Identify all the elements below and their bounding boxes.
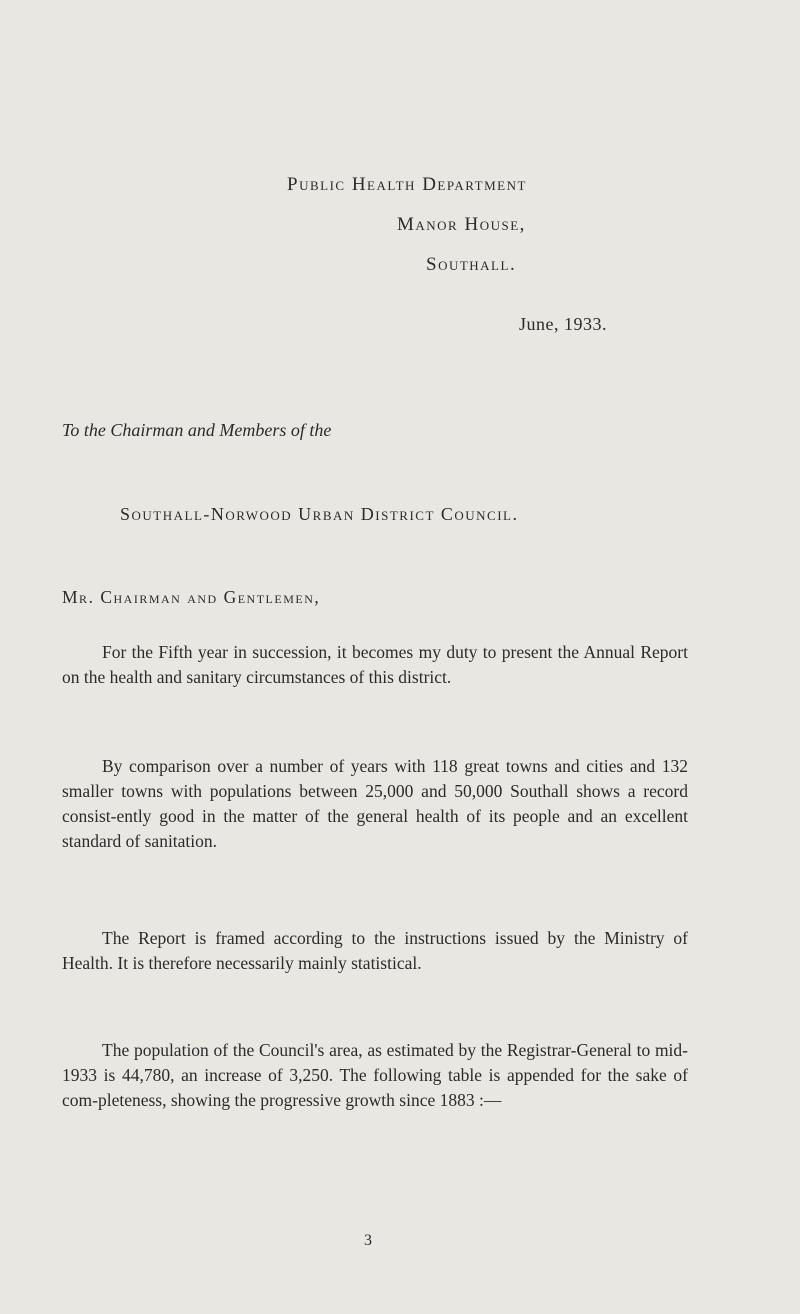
paragraph-comparison: By comparison over a number of years with 118 great towns and cities and 132 smaller towns with populations between 25,000 and 50,000 Southall shows a record consist-ently good in the matter of the general health of its people and an excellent standard of sanitation. [62, 756, 688, 851]
page-number: 3 [364, 1232, 372, 1249]
paragraph-intro: For the Fifth year in succession, it becomes my duty to present the Annual Report on the health and sanitary circumstances of this district. [62, 642, 688, 687]
letterhead-department: Public Health Department [287, 174, 527, 195]
letterhead-building: Manor House, [397, 214, 526, 235]
letterhead-town: Southall. [426, 254, 517, 275]
council-name: Southall-Norwood Urban District Council. [120, 504, 519, 524]
salutation: Mr. Chairman and Gentlemen, [62, 587, 321, 607]
letter-date: June, 1933. [519, 314, 607, 334]
paragraph-population: The population of the Council's area, as estimated by the Registrar-General to mid-1933 is 44,780, an increase of 3,250. The following table is appended for the sake of com-pleteness, showing the progressive growth since 1883 :— [62, 1040, 688, 1110]
paragraph-report-framing: The Report is framed according to the instructions issued by the Ministry of Health. It is therefore necessarily mainly statistical. [62, 928, 688, 973]
addressee-line: To the Chairman and Members of the [62, 420, 332, 440]
